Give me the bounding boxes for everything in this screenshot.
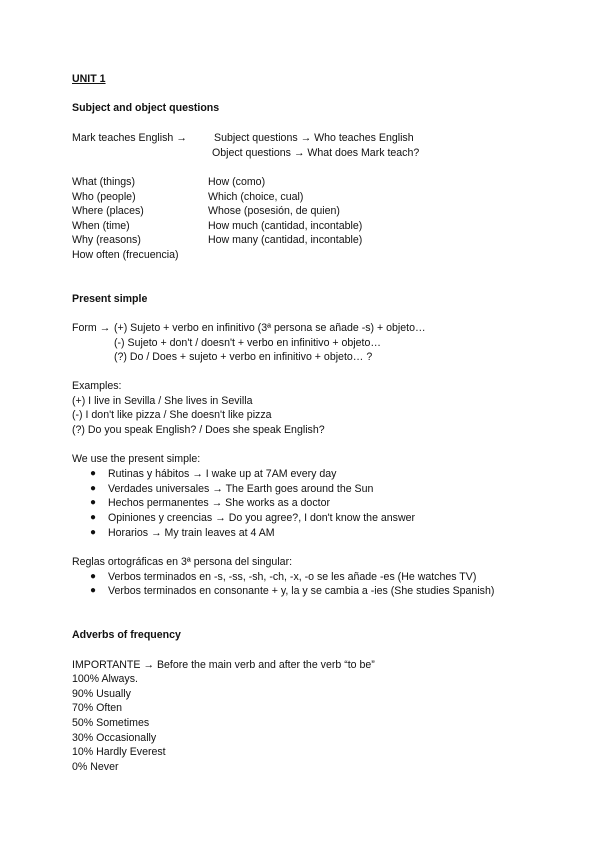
adverb-item: 70% Often xyxy=(72,702,123,714)
form-line: (+) Sujeto + verbo en infinitivo (3ª persona se añade -s) + objeto… xyxy=(114,322,426,334)
question-word: How many (cantidad, incontable) xyxy=(208,234,363,246)
bullet-icon: ● xyxy=(90,483,97,494)
question-word: Who (people) xyxy=(72,191,136,203)
bullet-icon: ● xyxy=(90,585,97,596)
section-heading-present-simple: Present simple xyxy=(72,293,148,305)
question-word: Which (choice, cual) xyxy=(208,191,304,203)
bullet-icon: ● xyxy=(90,512,97,523)
question-word: What (things) xyxy=(72,176,135,188)
subject-question-example: Subject questions → Who teaches English xyxy=(214,132,414,144)
question-word: When (time) xyxy=(72,220,130,232)
list-item: Verdades universales → The Earth goes around the Sun xyxy=(108,483,374,495)
question-word: How (como) xyxy=(208,176,266,188)
adverb-item: 30% Occasionally xyxy=(72,732,157,744)
question-word: How much (cantidad, incontable) xyxy=(208,220,363,232)
question-word: Why (reasons) xyxy=(72,234,141,246)
important-note: IMPORTANTE → Before the main verb and after the verb “to be” xyxy=(72,659,375,671)
section-heading-adverbs: Adverbs of frequency xyxy=(72,629,181,641)
example-line: (+) I live in Sevilla / She lives in Sevilla xyxy=(72,395,253,407)
adverb-item: 50% Sometimes xyxy=(72,717,150,729)
use-label: We use the present simple: xyxy=(72,453,201,465)
form-line: (-) Sujeto + don't / doesn't + verbo en infinitivo + objeto… xyxy=(114,337,381,349)
list-item: Verbos terminados en consonante + y, la y se cambia a -ies (She studies Spanish) xyxy=(108,585,495,597)
list-item: Opiniones y creencias → Do you agree?, I don't know the answer xyxy=(108,512,416,524)
form-label: Form → xyxy=(72,322,111,334)
adverb-item: 100% Always. xyxy=(72,673,138,685)
bullet-icon: ● xyxy=(90,497,97,508)
section-heading-subject-object: Subject and object questions xyxy=(72,102,220,114)
bullet-icon: ● xyxy=(90,527,97,538)
example-line: (-) I don't like pizza / She doesn't like pizza xyxy=(72,409,272,421)
list-item: Horarios → My train leaves at 4 AM xyxy=(108,527,275,539)
adverb-item: 10% Hardly Everest xyxy=(72,746,166,758)
list-item: Rutinas y hábitos → I wake up at 7AM every day xyxy=(108,468,337,480)
question-word: Whose (posesión, de quien) xyxy=(208,205,340,217)
list-item: Verbos terminados en -s, -ss, -sh, -ch, -x, -o se les añade -es (He watches TV) xyxy=(108,571,477,583)
object-question-example: Object questions → What does Mark teach? xyxy=(212,147,420,159)
form-line: (?) Do / Does + sujeto + verbo en infinitivo + objeto… ? xyxy=(114,351,373,363)
unit-title: UNIT 1 xyxy=(72,73,106,85)
question-word: How often (frecuencia) xyxy=(72,249,179,261)
bullet-icon: ● xyxy=(90,571,97,582)
list-item: Hechos permanentes → She works as a doctor xyxy=(108,497,330,509)
question-word: Where (places) xyxy=(72,205,144,217)
adverb-item: 90% Usually xyxy=(72,688,131,700)
examples-label: Examples: xyxy=(72,380,122,392)
rules-label: Reglas ortográficas en 3ª persona del singular: xyxy=(72,556,293,568)
bullet-icon: ● xyxy=(90,468,97,479)
adverb-item: 0% Never xyxy=(72,761,119,773)
example-line: (?) Do you speak English? / Does she speak English? xyxy=(72,424,325,436)
example-sentence: Mark teaches English → xyxy=(72,132,187,144)
